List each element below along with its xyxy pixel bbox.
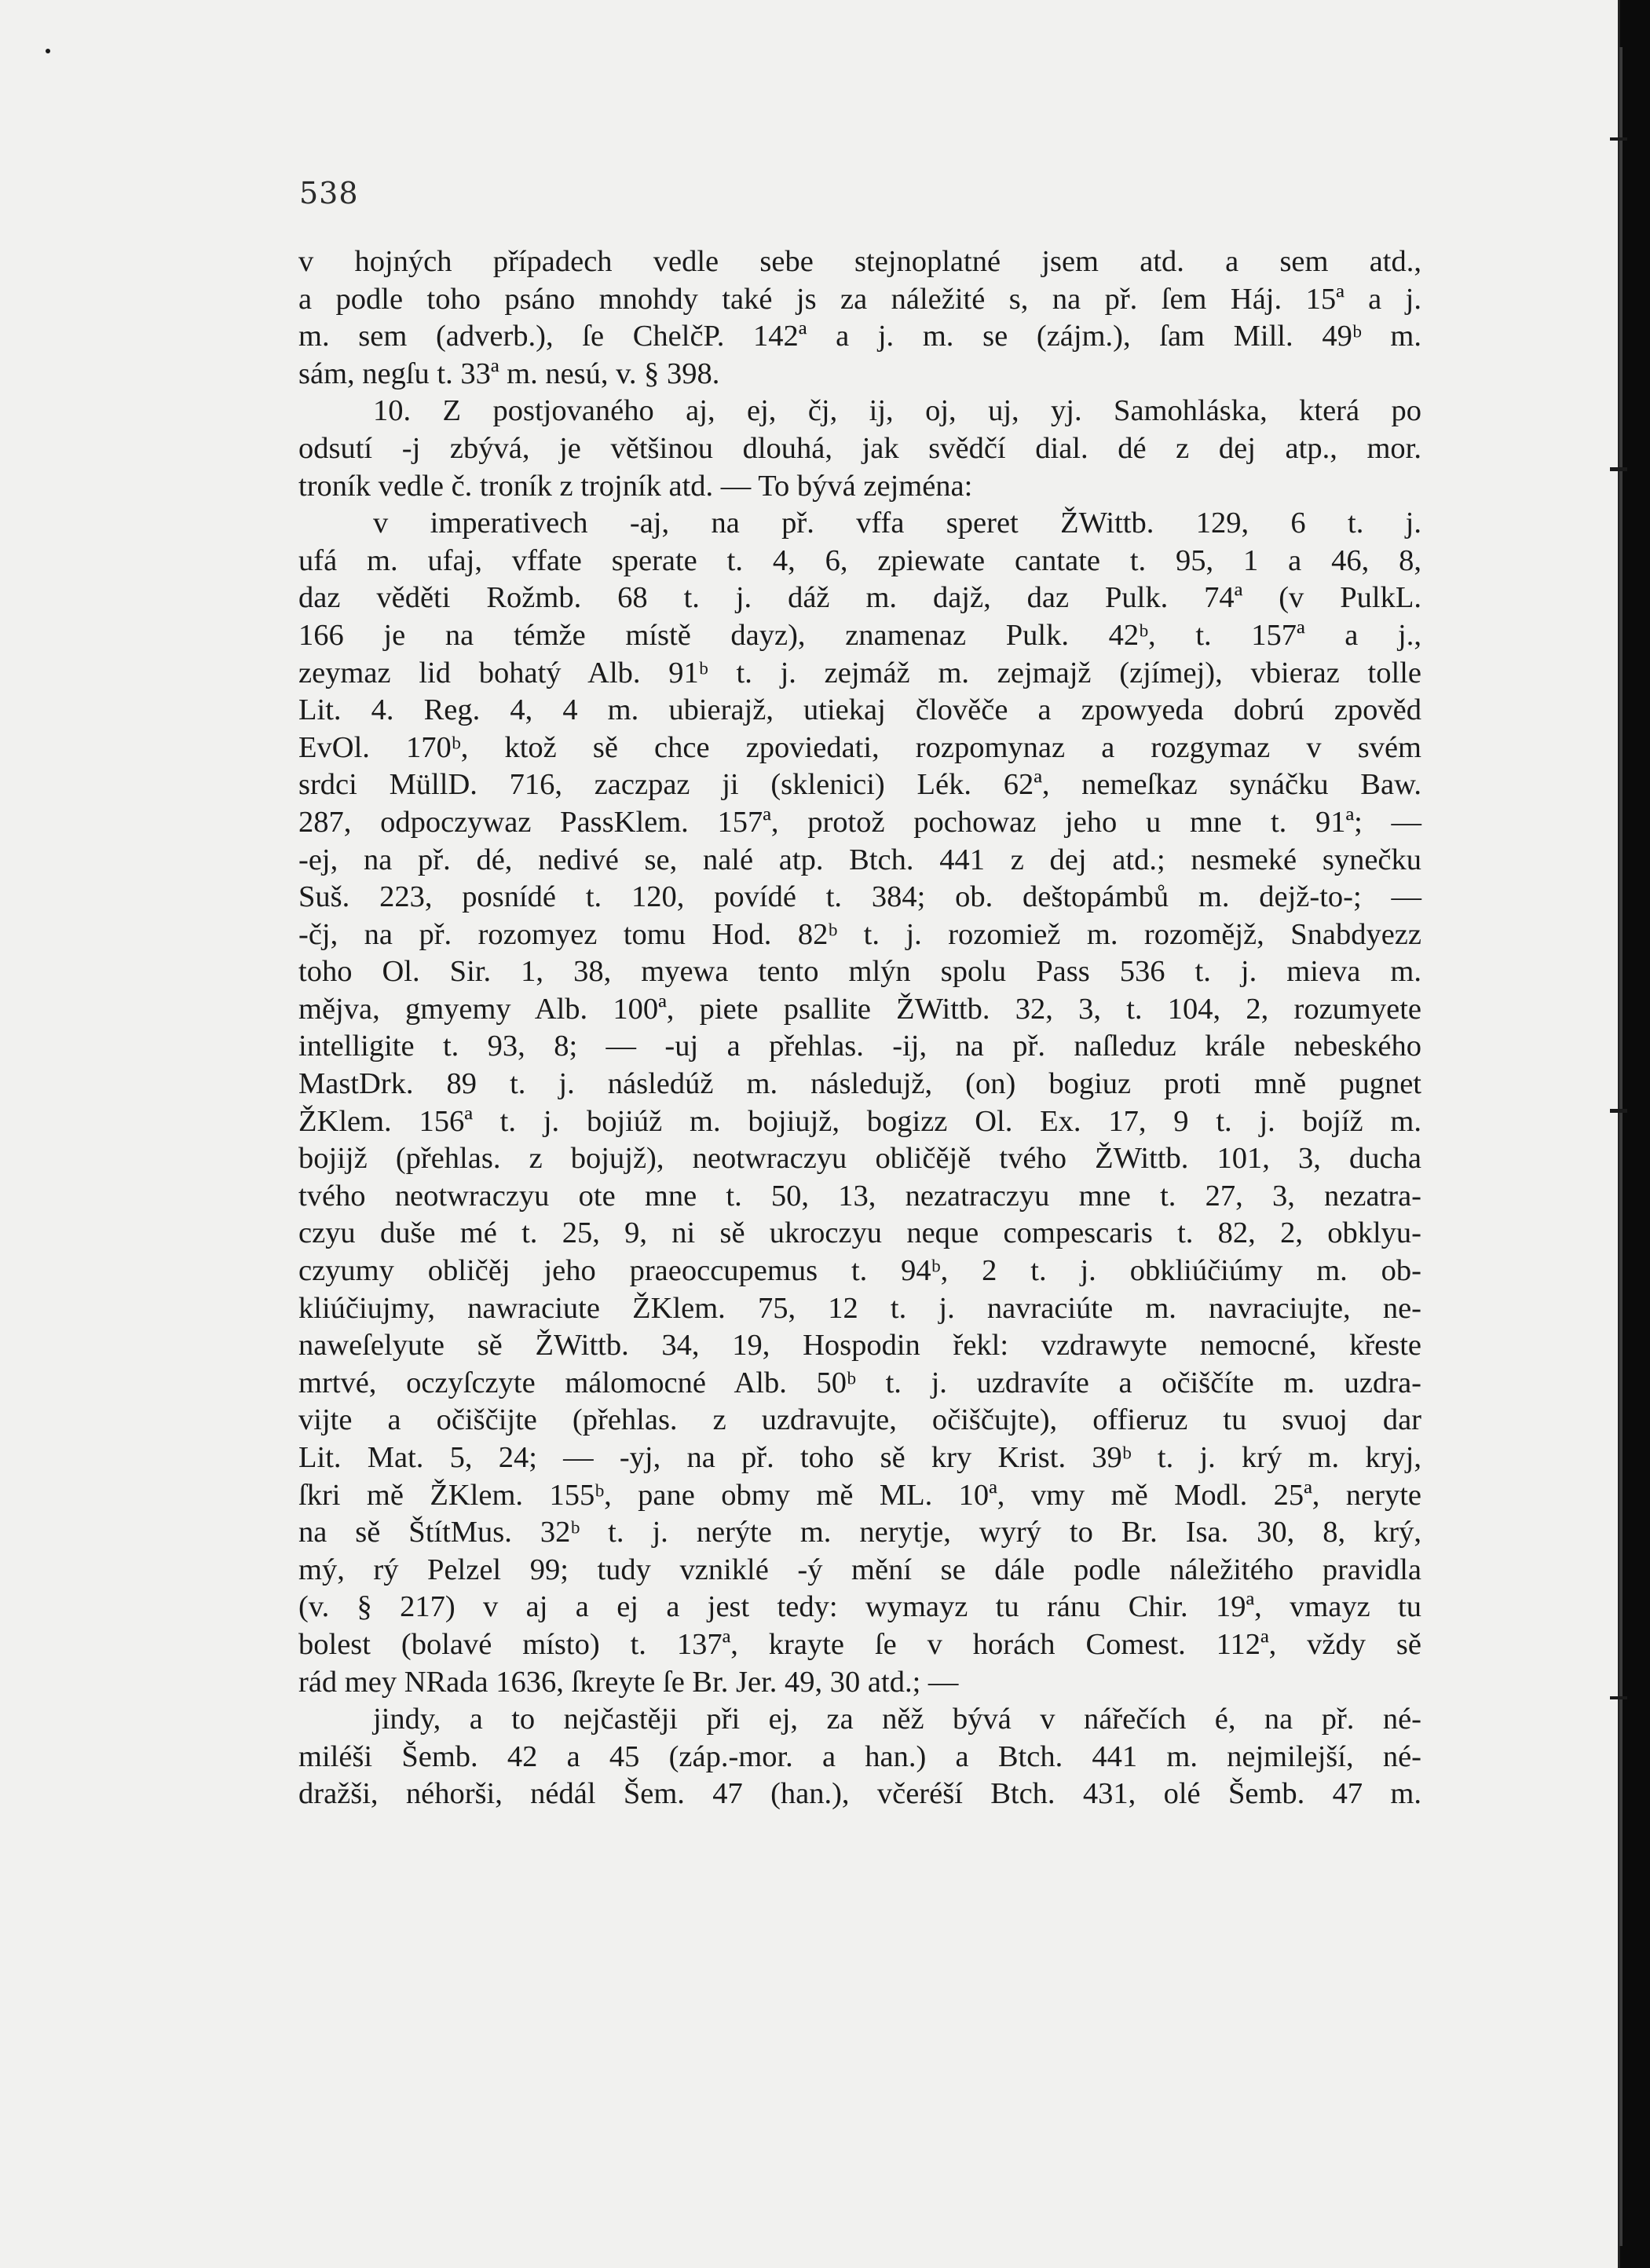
text-line: bolest (bolavé místo) t. 137ª, krayte ſe v horách Comest. 112ª, vždy sě xyxy=(298,1627,1421,1661)
text-line: ſkri mě ŽKlem. 155ᵇ, pane obmy mě ML. 10ª, vmy mě Modl. 25ª, neryte xyxy=(298,1478,1421,1512)
text-line: miléši Šemb. 42 a 45 (záp.-mor. a han.) a Btch. 441 m. nejmilejší, né- xyxy=(298,1739,1421,1773)
text-line: kliúčiujmy, nawraciute ŽKlem. 75, 12 t. j. navraciúte m. navraciujte, ne- xyxy=(298,1291,1421,1325)
margin-mark xyxy=(1610,1696,1627,1699)
text-line: Lit. Mat. 5, 24; — -yj, na př. toho sě kry Krist. 39ᵇ t. j. krý m. kryj, xyxy=(298,1441,1421,1474)
text-line: 10. Z postjovaného aj, ej, čj, ij, oj, uj, yj. Samohláska, která po xyxy=(373,394,1421,428)
margin-mark xyxy=(1610,467,1627,471)
text-line: daz věděti Rožmb. 68 t. j. dáž m. dajž, daz Pulk. 74ª (v PulkL. xyxy=(298,581,1421,615)
text-line: srdci MüllD. 716, zaczpaz ji (sklenici) Lék. 62ª, nemeſkaz synáčku Baw. xyxy=(298,768,1421,802)
margin-mark xyxy=(1610,1109,1627,1113)
text-line: v imperativech -aj, na př. vffa speret ŽWittb. 129, 6 t. j. xyxy=(373,507,1421,540)
text-line: -ej, na př. dé, nedivé se, nalé atp. Btch. 441 z dej atd.; nesmeké synečku xyxy=(298,843,1421,876)
text-line: zeymaz lid bohatý Alb. 91ᵇ t. j. zejmáž m. zejmajž (zjímej), vbieraz tolle xyxy=(298,656,1421,690)
text-line: intelligite t. 93, 8; — -uj a přehlas. -ij, na př. naſleduz krále nebeského xyxy=(298,1030,1421,1063)
text-line: rád mey NRada 1636, ſkreyte ſe Br. Jer. 49, 30 atd.; — xyxy=(298,1665,959,1699)
text-line: ŽKlem. 156ª t. j. bojiúž m. bojiujž, bogizz Ol. Ex. 17, 9 t. j. bojíž m. xyxy=(298,1104,1421,1138)
text-line: mějva, gmyemy Alb. 100ª, piete psallite ŽWittb. 32, 3, t. 104, 2, rozumyete xyxy=(298,992,1421,1026)
text-line: a podle toho psáno mnohdy také js za náležité s, na př. ſem Háj. 15ª a j. xyxy=(298,282,1421,316)
text-line: v hojných případech vedle sebe stejnoplatné jsem atd. a sem atd., xyxy=(298,245,1421,278)
text-line: naweſelyute sě ŽWittb. 34, 19, Hospodin řekl: vzdrawyte nemocné, křeste xyxy=(298,1329,1421,1363)
text-line: EvOl. 170ᵇ, ktož sě chce zpoviedati, rozpomynaz a rozgymaz v svém xyxy=(298,730,1421,764)
text-line: MastDrk. 89 t. j. následúž m. následujž, (on) bogiuz proti mně pugnet xyxy=(298,1067,1421,1101)
text-line: ufá m. ufaj, vffate sperate t. 4, 6, zpiewate cantate t. 95, 1 a 46, 8, xyxy=(298,543,1421,577)
binding-mark xyxy=(46,49,50,53)
text-line: tvého neotwraczyu ote mne t. 50, 13, nezatraczyu mne t. 27, 3, nezatra- xyxy=(298,1179,1421,1213)
text-line: 287, odpoczywaz PassKlem. 157ª, protož pochowaz jeho u mne t. 91ª; — xyxy=(298,805,1421,839)
text-line: odsutí -j zbývá, je většinou dlouhá, jak svědčí dial. dé z dej atp., mor. xyxy=(298,431,1421,465)
text-line: 166 je na témže místě dayz), znamenaz Pulk. 42ᵇ, t. 157ª a j., xyxy=(298,618,1421,652)
page-number: 538 xyxy=(299,176,359,210)
text-line: Suš. 223, posnídé t. 120, povídé t. 384; ob. deštopámbů m. dejž-to-; — xyxy=(298,880,1421,914)
margin-mark xyxy=(1610,137,1627,141)
text-line: -čj, na př. rozomyez tomu Hod. 82ᵇ t. j. rozomiež m. rozomějž, Snabdyezz xyxy=(298,917,1421,951)
text-line: m. sem (adverb.), ſe ChelčP. 142ª a j. m. se (zájm.), ſam Mill. 49ᵇ m. xyxy=(298,320,1421,353)
text-line: bojijž (přehlas. z bojujž), neotwraczyu obličějě tvého ŽWittb. 101, 3, ducha xyxy=(298,1142,1421,1176)
text-line: mý, rý Pelzel 99; tudy vzniklé -ý mění se dále podle náležitého pravidla xyxy=(298,1553,1421,1586)
text-line: toho Ol. Sir. 1, 38, myewa tento mlýn spolu Pass 536 t. j. mieva m. xyxy=(298,955,1421,989)
text-line: Lit. 4. Reg. 4, 4 m. ubierajž, utiekaj člověče a zpowyeda dobrú zpověd xyxy=(298,693,1421,727)
text-line: vijte a očiščijte (přehlas. z uzdravujte, očiščujte), offieruz tu svuoj dar xyxy=(298,1403,1421,1437)
text-line: sám, negſu t. 33ª m. nesú, v. § 398. xyxy=(298,357,720,390)
page-edge-rule xyxy=(1619,47,1623,2246)
text-line: czyumy obličěj jeho praeoccupemus t. 94ᵇ, 2 t. j. obkliúčiúmy m. ob- xyxy=(298,1254,1421,1288)
body-text xyxy=(298,243,1421,1813)
text-line: mrtvé, oczyſczyte málomocné Alb. 50ᵇ t. j. uzdravíte a očiščíte m. uzdra- xyxy=(298,1366,1421,1399)
text-line: (v. § 217) v aj a ej a jest tedy: wymayz tu ránu Chir. 19ª, vmayz tu xyxy=(298,1590,1421,1624)
text-line: jindy, a to nejčastěji při ej, za něž bývá v nářečích é, na př. né- xyxy=(373,1703,1421,1736)
text-line: troník vedle č. troník z trojník atd. — To bývá zejména: xyxy=(298,469,973,503)
text-line: na sě ŠtítMus. 32ᵇ t. j. nerýte m. nerytje, wyrý to Br. Isa. 30, 8, krý, xyxy=(298,1516,1421,1549)
text-line: czyu duše mé t. 25, 9, ni sě ukroczyu neque compescaris t. 82, 2, obklyu- xyxy=(298,1216,1421,1250)
text-line: dražši, néhorši, nédál Šem. 47 (han.), včeréší Btch. 431, olé Šemb. 47 m. xyxy=(298,1777,1421,1811)
